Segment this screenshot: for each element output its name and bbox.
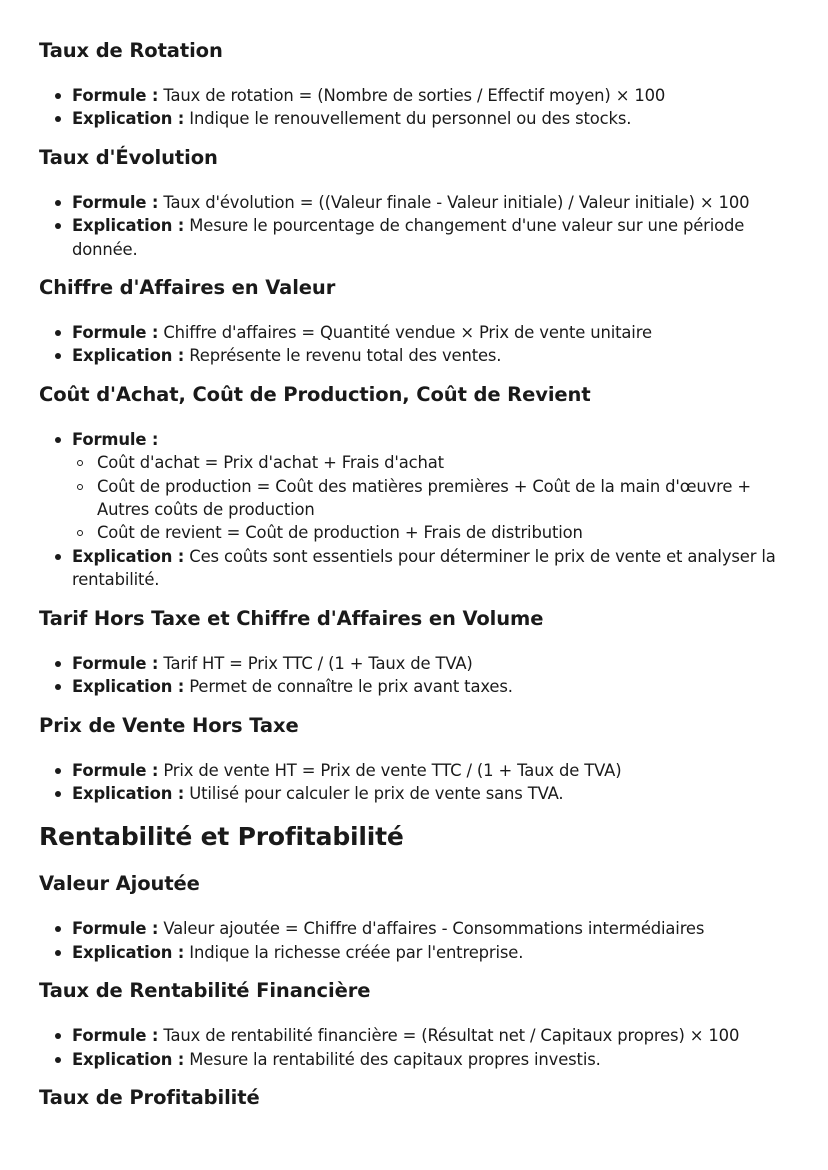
sub-item-cout-production: Coût de production = Coût des matières premières + Coût de la main d'œuvre + Autres coûts de production [72, 475, 790, 522]
formule-item [39, 84, 790, 107]
section-list-tarif-ht [39, 652, 790, 699]
explication-label: Explication : [72, 1049, 185, 1069]
section-title-taux-rotation: Taux de Rotation [39, 39, 223, 62]
explication-text: Représente le revenu total des ventes. [189, 346, 502, 366]
formule-text: Prix de vente HT = Prix de vente TTC / (1 + Taux de TVA) [163, 760, 622, 780]
explication-label: Explication : [72, 546, 185, 566]
section-title-rentabilite-financiere: Taux de Rentabilité Financière [39, 979, 371, 1003]
section-title-taux-profitabilite: Taux de Profitabilité [39, 1085, 260, 1109]
section-title-prix-vente-ht: Prix de Vente Hors Taxe [39, 713, 299, 737]
section-list-valeur-ajoutee [39, 917, 790, 964]
section-title-taux-evolution: Taux d'Évolution [39, 145, 218, 169]
explication-label: Explication : [72, 783, 185, 803]
sub-item-cout-achat: Coût d'achat = Prix d'achat + Frais d'achat [72, 451, 790, 474]
formule-text: Tarif HT = Prix TTC / (1 + Taux de TVA) [163, 653, 473, 673]
formule-label: Formule : [72, 86, 159, 105]
explication-item [39, 1048, 790, 1071]
explication-item [39, 545, 790, 592]
formule-label: Formule : [72, 1026, 159, 1046]
section-list-taux-evolution [39, 191, 790, 261]
explication-label: Explication : [72, 677, 185, 697]
explication-text: Indique la richesse créée par l'entreprise. [189, 942, 524, 962]
explication-text: Permet de connaître le prix avant taxes. [189, 677, 513, 697]
explication-label: Explication : [72, 216, 185, 236]
formule-item [39, 191, 790, 214]
formule-text: Valeur ajoutée = Chiffre d'affaires - Consommations intermédiaires [163, 919, 705, 939]
explication-text: Mesure la rentabilité des capitaux propres investis. [189, 1049, 601, 1069]
formule-text: Chiffre d'affaires = Quantité vendue × Prix de vente unitaire [163, 323, 652, 343]
explication-item [39, 675, 790, 698]
explication-item [39, 107, 790, 130]
formule-label: Formule : [72, 429, 159, 449]
explication-text: Utilisé pour calculer le prix de vente sans TVA. [189, 783, 564, 803]
formule-label: Formule : [72, 192, 159, 212]
section-list-taux-rotation [39, 84, 790, 131]
formule-item [39, 428, 790, 545]
explication-item [39, 782, 790, 805]
formule-text: Taux d'évolution = ((Valeur finale - Valeur initiale) / Valeur initiale) × 100 [163, 192, 750, 212]
formule-item [39, 917, 790, 940]
explication-label: Explication : [72, 346, 185, 366]
formule-text: Taux de rentabilité financière = (Résultat net / Capitaux propres) × 100 [163, 1026, 740, 1046]
formule-item [39, 321, 790, 344]
explication-text: Mesure le pourcentage de changement d'une valeur sur une période donnée. [72, 216, 745, 259]
explication-label: Explication : [72, 109, 185, 129]
explication-text: Ces coûts sont essentiels pour déterminer le prix de vente et analyser la rentabilité. [72, 546, 776, 590]
section-list-couts [39, 428, 790, 592]
section-list-rentabilite-financiere [39, 1024, 790, 1071]
formule-label: Formule : [72, 653, 159, 673]
explication-item [39, 344, 790, 367]
section-title-tarif-ht: Tarif Hors Taxe et Chiffre d'Affaires en Volume [39, 606, 544, 630]
formule-label: Formule : [72, 919, 159, 939]
section-list-prix-vente-ht [39, 759, 790, 806]
main-heading-rentabilite: Rentabilité et Profitabilité [39, 822, 404, 852]
section-list-chiffre-affaires-valeur [39, 321, 790, 368]
section-title-valeur-ajoutee: Valeur Ajoutée [39, 872, 200, 896]
formule-label: Formule : [72, 323, 159, 343]
section-title-couts: Coût d'Achat, Coût de Production, Coût de Revient [39, 382, 591, 406]
formule-sublist [72, 451, 790, 545]
explication-label: Explication : [72, 942, 185, 962]
formule-text: Taux de rotation = (Nombre de sorties / Effectif moyen) × 100 [163, 86, 666, 105]
formule-item [39, 1024, 790, 1047]
explication-item [39, 941, 790, 964]
section-title-chiffre-affaires-valeur: Chiffre d'Affaires en Valeur [39, 276, 336, 300]
explication-item [39, 214, 790, 261]
formule-item [39, 759, 790, 782]
explication-text: Indique le renouvellement du personnel ou des stocks. [189, 109, 632, 129]
sub-item-cout-revient: Coût de revient = Coût de production + Frais de distribution [72, 521, 790, 544]
formule-label: Formule : [72, 760, 159, 780]
formule-item [39, 652, 790, 675]
